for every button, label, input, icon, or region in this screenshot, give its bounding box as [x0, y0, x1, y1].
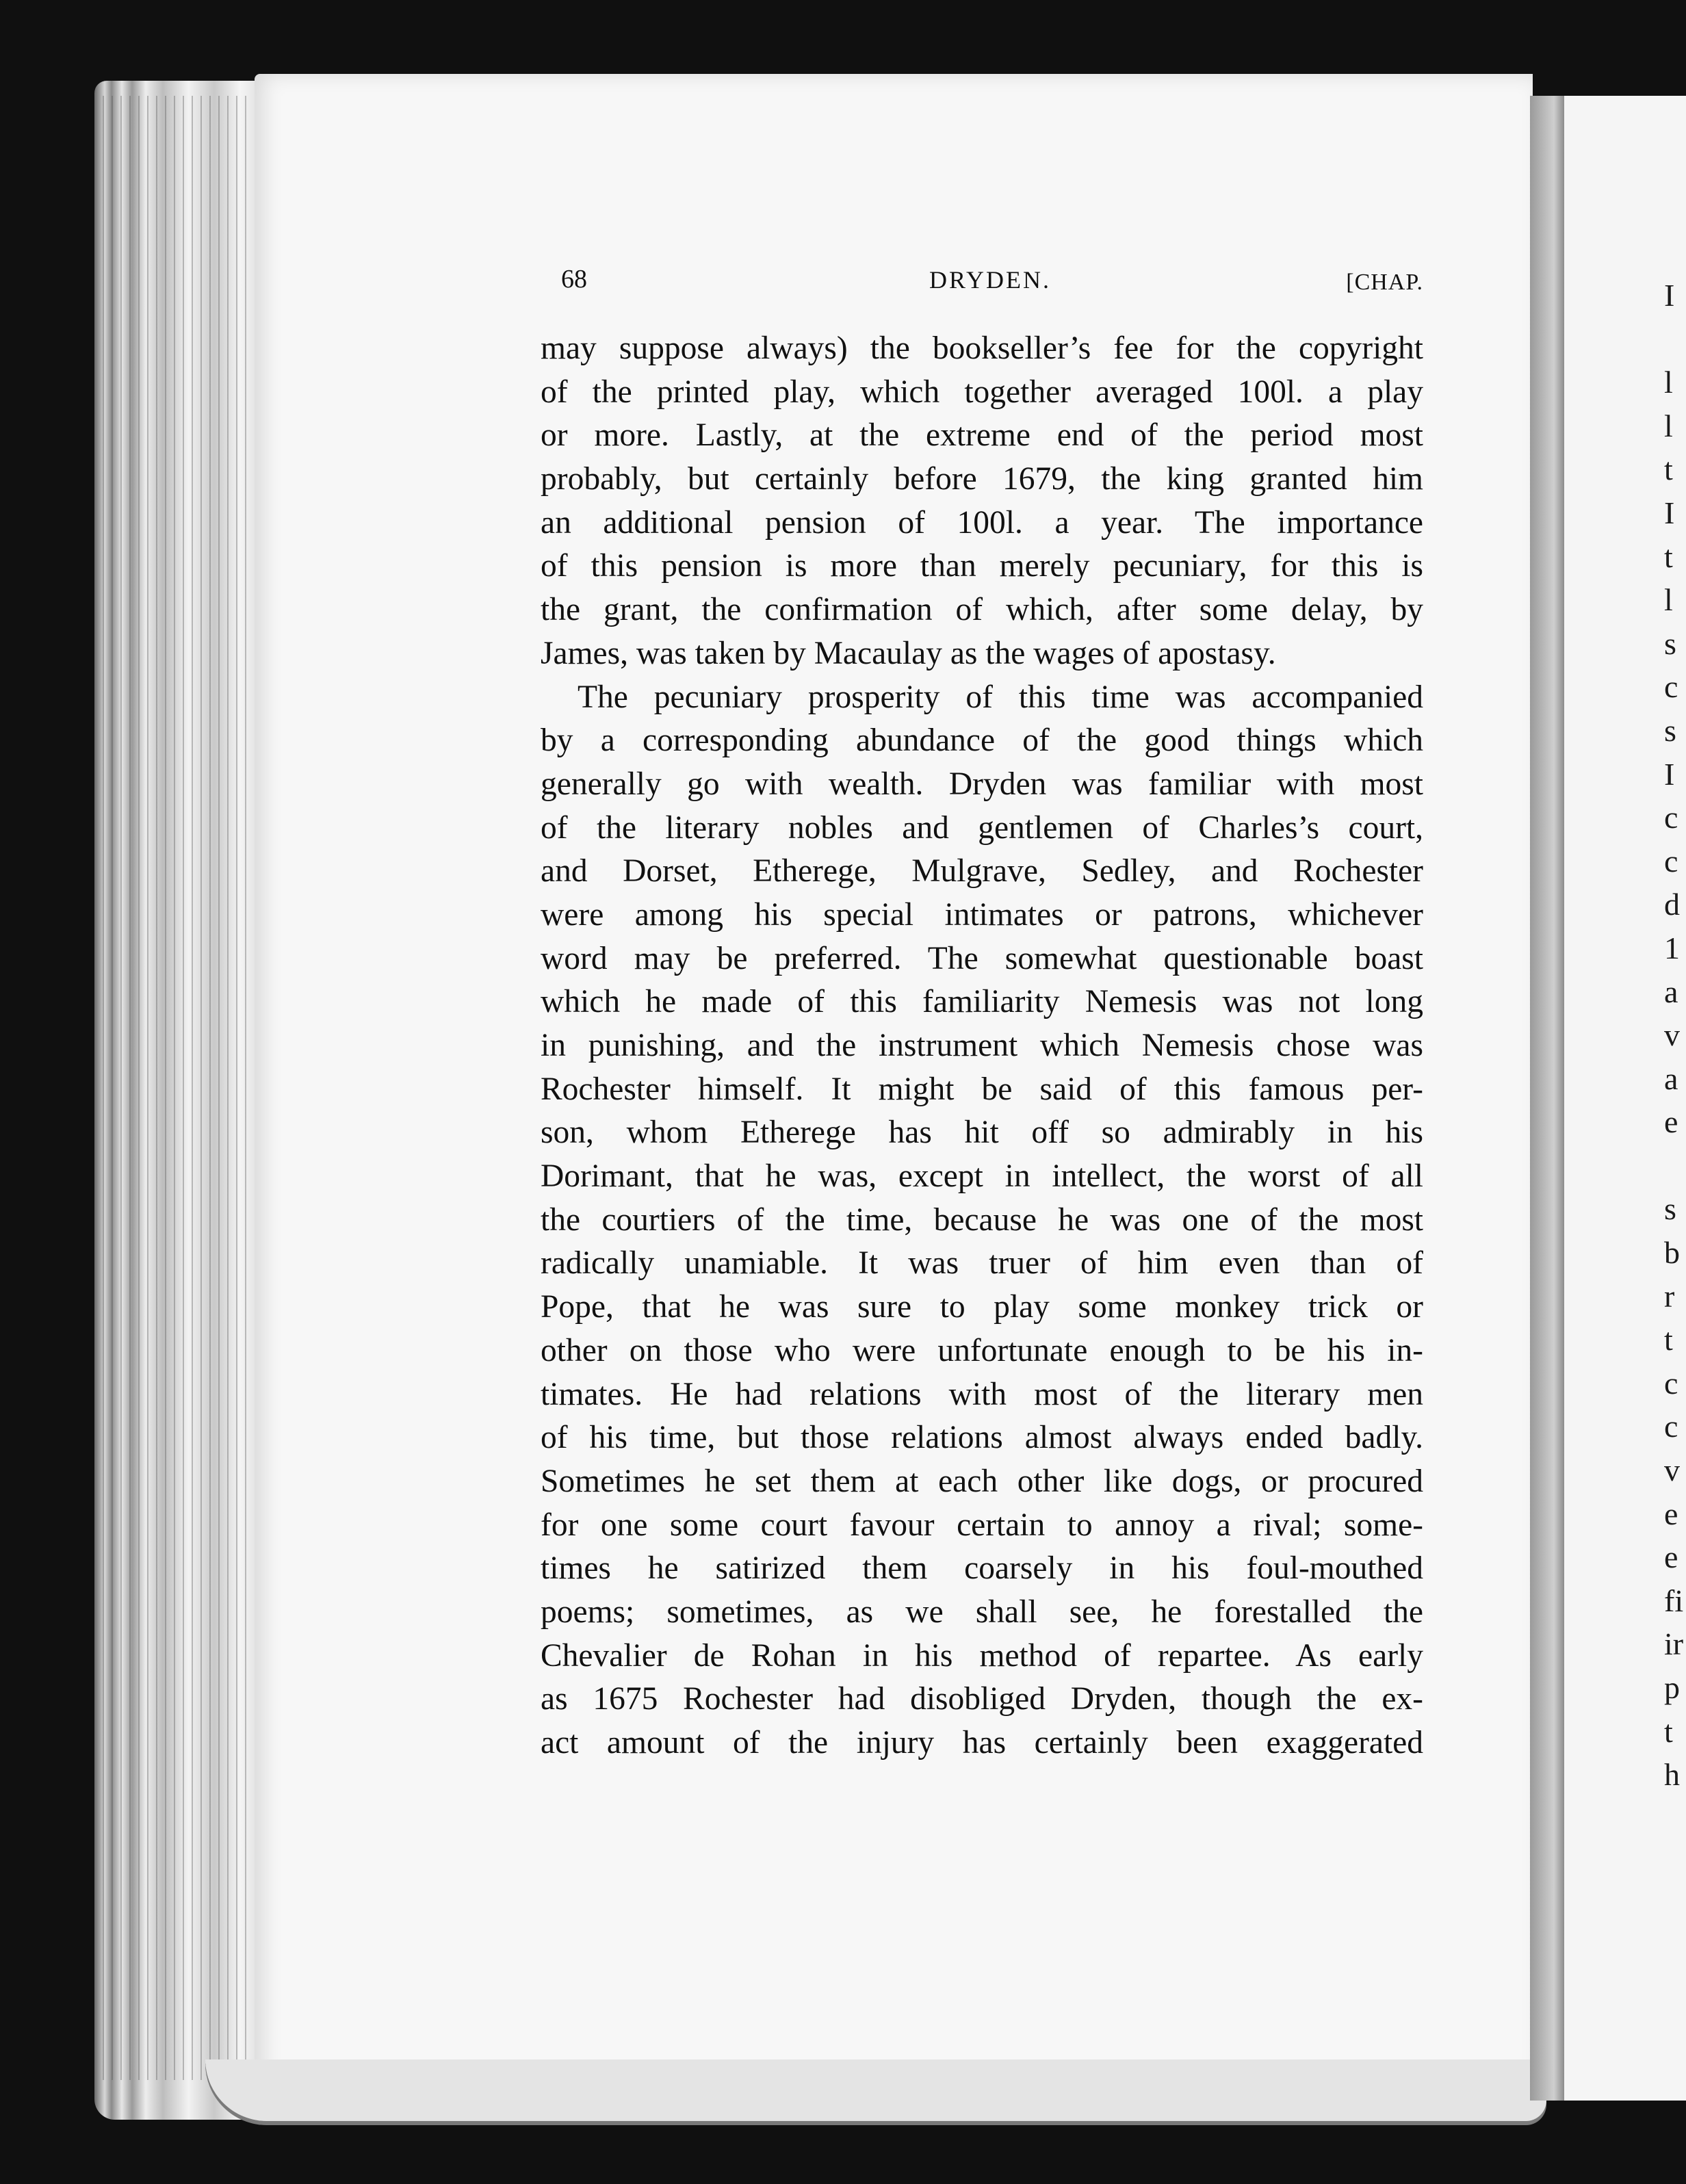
text-line: which he made of this familiarity Nemesis was not long: [541, 984, 1423, 1020]
page-bottom-edge: [205, 2059, 1546, 2121]
text-line: son, whom Etherege has hit off so admirably in his: [541, 1115, 1423, 1151]
running-title: DRYDEN.: [929, 266, 1052, 294]
running-head: [561, 260, 1423, 308]
text-line: the grant, the confirmation of which, after some delay, by: [541, 592, 1423, 628]
text-line: other on those who were unfortunate enough to be his in-: [541, 1332, 1423, 1368]
text-line: an additional pension of 100l. a year. The importance: [541, 504, 1423, 541]
text-line: James, was taken by Macaulay as the wages of apostasy.: [541, 635, 1276, 671]
text-line: timates. He had relations with most of the literary men: [541, 1376, 1423, 1412]
text-line: Dorimant, that he was, except in intellect, the worst of all: [541, 1158, 1423, 1195]
facing-page-text-fragments: I l l t I t l s c s I c c d 1 a v a e s b r t c c v e e fi ir p t h: [1664, 278, 1684, 1793]
text-line: of this pension is more than merely pecuniary, for this is: [541, 548, 1423, 584]
text-line: were among his special intimates or patrons, whichever: [541, 896, 1423, 933]
text-line: generally go with wealth. Dryden was familiar with most: [541, 766, 1423, 802]
text-line: probably, but certainly before 1679, the king granted him: [541, 461, 1423, 497]
text-line: of the printed play, which together averaged 100l. a play: [541, 374, 1423, 410]
text-line: Pope, that he was sure to play some monkey trick or: [541, 1289, 1423, 1325]
page-number: 68: [561, 265, 587, 294]
book-gutter: [1530, 96, 1564, 2101]
text-line: and Dorset, Etherege, Mulgrave, Sedley, and Rochester: [541, 853, 1423, 889]
body-text: [541, 327, 1423, 1765]
text-line: of his time, but those relations almost always ended badly.: [541, 1420, 1423, 1456]
text-line: times he satirized them coarsely in his foul-mouthed: [541, 1550, 1423, 1587]
text-line: the courtiers of the time, because he was one of the most: [541, 1201, 1423, 1238]
text-line: of the literary nobles and gentlemen of Charles’s court,: [541, 809, 1423, 846]
text-line: Rochester himself. It might be said of this famous per-: [541, 1071, 1423, 1107]
text-line: Chevalier de Rohan in his method of repartee. As early: [541, 1637, 1423, 1674]
text-line: as 1675 Rochester had disobliged Dryden, though the ex-: [541, 1681, 1423, 1717]
page-stack-lines: [103, 96, 253, 2080]
text-line: The pecuniary prosperity of this time was accompanied: [578, 679, 1423, 715]
text-line: by a corresponding abundance of the good things which: [541, 723, 1423, 759]
text-line: radically unamiable. It was truer of him even than of: [541, 1245, 1423, 1282]
text-line: poems; sometimes, as we shall see, he forestalled the: [541, 1594, 1423, 1630]
text-line: for one some court favour certain to annoy a rival; some-: [541, 1507, 1423, 1543]
text-line: Sometimes he set them at each other like dogs, or procured: [541, 1463, 1423, 1499]
text-line: may suppose always) the bookseller’s fee for the copyright: [541, 330, 1423, 366]
text-line: in punishing, and the instrument which Nemesis chose was: [541, 1028, 1423, 1063]
text-line: or more. Lastly, at the extreme end of the period most: [541, 417, 1423, 454]
chapter-label: [CHAP.: [1346, 270, 1423, 295]
text-line: act amount of the injury has certainly been exaggerated: [541, 1725, 1423, 1760]
text-line: word may be preferred. The somewhat questionable boast: [541, 940, 1423, 976]
